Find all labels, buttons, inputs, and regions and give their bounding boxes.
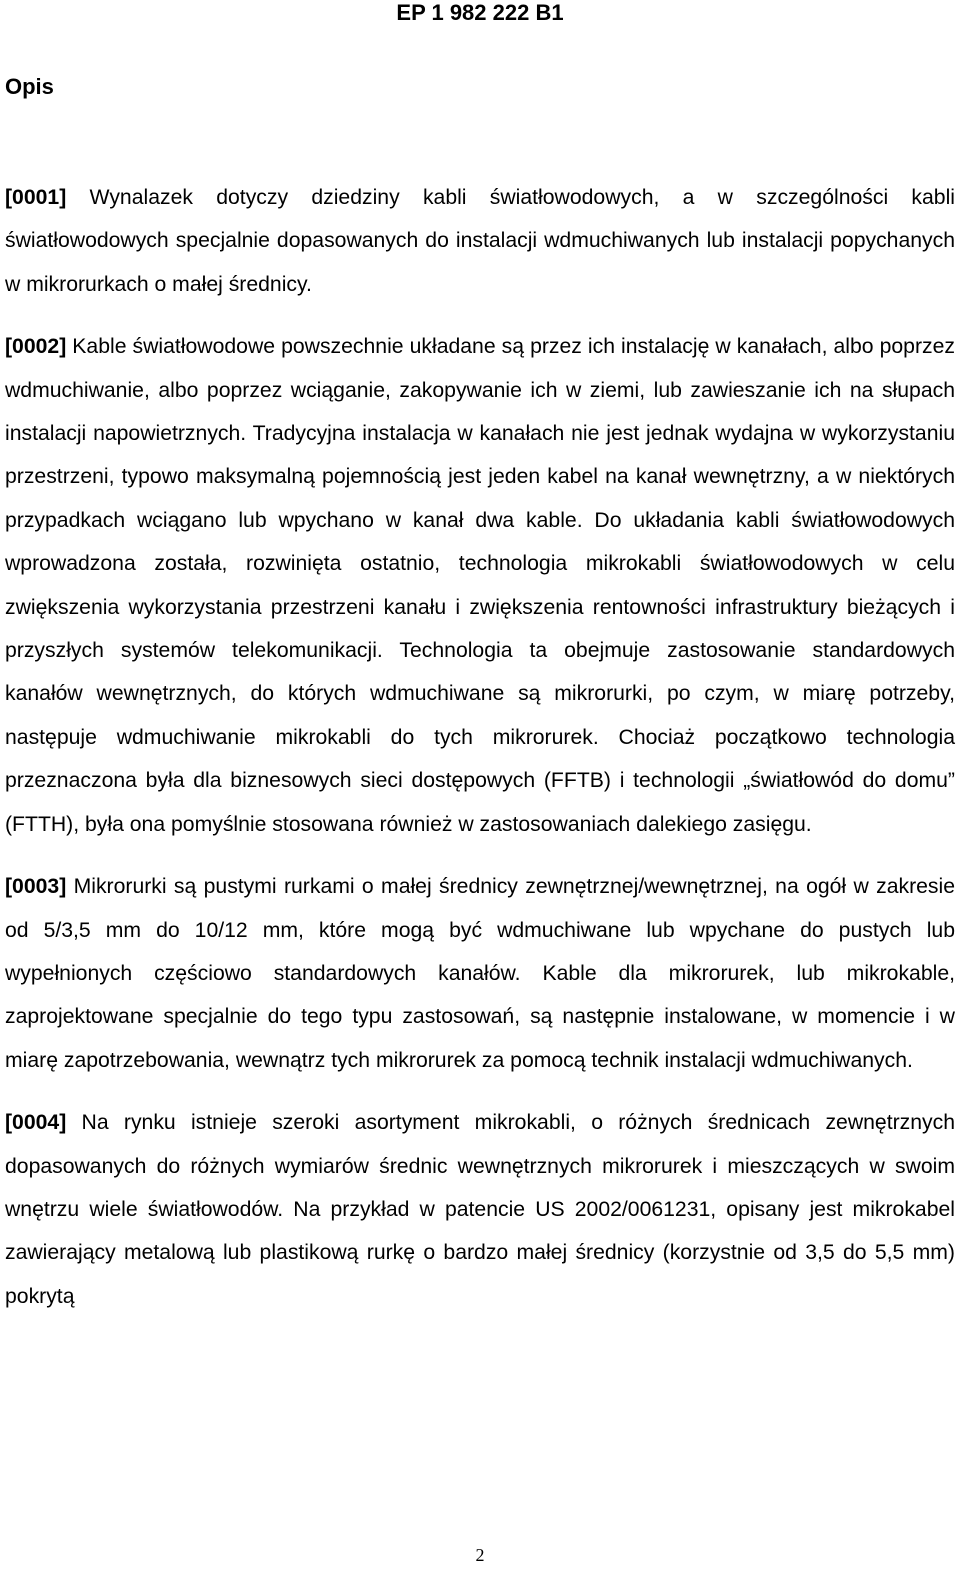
paragraph-text: Mikrorurki są pustymi rurkami o małej średnicy zewnętrznej/wewnętrznej, na ogół w zakresie od 5/3,5 mm do 10/12 mm, które mogą być wdmuchiwane lub wpychane do pustych lub wypełnionych częściowo standardowych kanałów. Kable dla mikrorurek, lub mikrokable, zaprojektowane specjalnie do tego typu zastosowań, są następnie instalowane, w momencie i w miarę zapotrzebowania, wewnątrz tych mikrorurek za pomocą technik instalacji wdmuchiwanych.: [5, 875, 955, 1072]
paragraph-text: Kable światłowodowe powszechnie układane są przez ich instalację w kanałach, albo poprzez wdmuchiwanie, albo poprzez wciąganie, zakopywanie ich w ziemi, lub zawieszanie ich na słupach instalacji napowietrznych. Tradycyjna instalacja w kanałach nie jest jednak wydajna w wykorzystaniu przestrzeni, typowo maksymalną pojemnością jest jeden kabel na kanał wewnętrzny, a w niektórych przypadkach wciągano lub wpychano w kanał dwa kable. Do układania kabli światłowodowych wprowadzona została, rozwinięta ostatnio, technologia mikrokabli światłowodowych w celu zwiększenia wykorzystania przestrzeni kanału i zwiększenia rentowności infrastruktury bieżących i przyszłych systemów telekomunikacji. Technologia ta obejmuje zastosowanie standardowych kanałów wewnętrznych, do których wdmuchiwane są mikrorurki, po czym, w miarę potrzeby, następuje wdmuchiwanie mikrokabli do tych mikrorurek. Chociaż początkowo technologia przeznaczona była dla biznesowych sieci dostępowych (FFTB) i technologii „światłowód do domu” (FTTH), była ona pomyślnie stosowana również w zastosowaniach dalekiego zasięgu.: [5, 335, 955, 836]
page-number: 2: [475, 1545, 485, 1565]
paragraph-number: [0001]: [5, 186, 67, 209]
paragraph-number: [0003]: [5, 875, 67, 899]
paragraph-number: [0002]: [5, 335, 67, 359]
paragraph-0004: [5, 1101, 955, 1318]
paragraph-0003: [5, 865, 955, 1082]
paragraph-number: [0004]: [5, 1111, 67, 1135]
paragraph-0002: [5, 325, 955, 846]
patent-number-header: EP 1 982 222 B1: [396, 0, 564, 25]
paragraph-text: Na rynku istnieje szeroki asortyment mikrokabli, o różnych średnicach zewnętrznych dopasowanych do różnych wymiarów średnic wewnętrznych mikrorurek i mieszczących w swoim wnętrzu wiele światłowodów. Na przykład w patencie US 2002/0061231, opisany jest mikrokabel zawierający metalową lub plastikową rurkę o bardzo małej średnicy (korzystnie od 3,5 do 5,5 mm) pokrytą: [5, 1111, 955, 1308]
description-body: [5, 176, 955, 1337]
paragraph-0001: [5, 176, 955, 306]
section-title: Opis: [5, 74, 54, 99]
paragraph-text: Wynalazek dotyczy dziedziny kabli światłowodowych, a w szczególności kabli światłowodowych specjalnie dopasowanych do instalacji wdmuchiwanych lub instalacji popychanych w mikrorurkach o małej średnicy.: [5, 186, 956, 296]
